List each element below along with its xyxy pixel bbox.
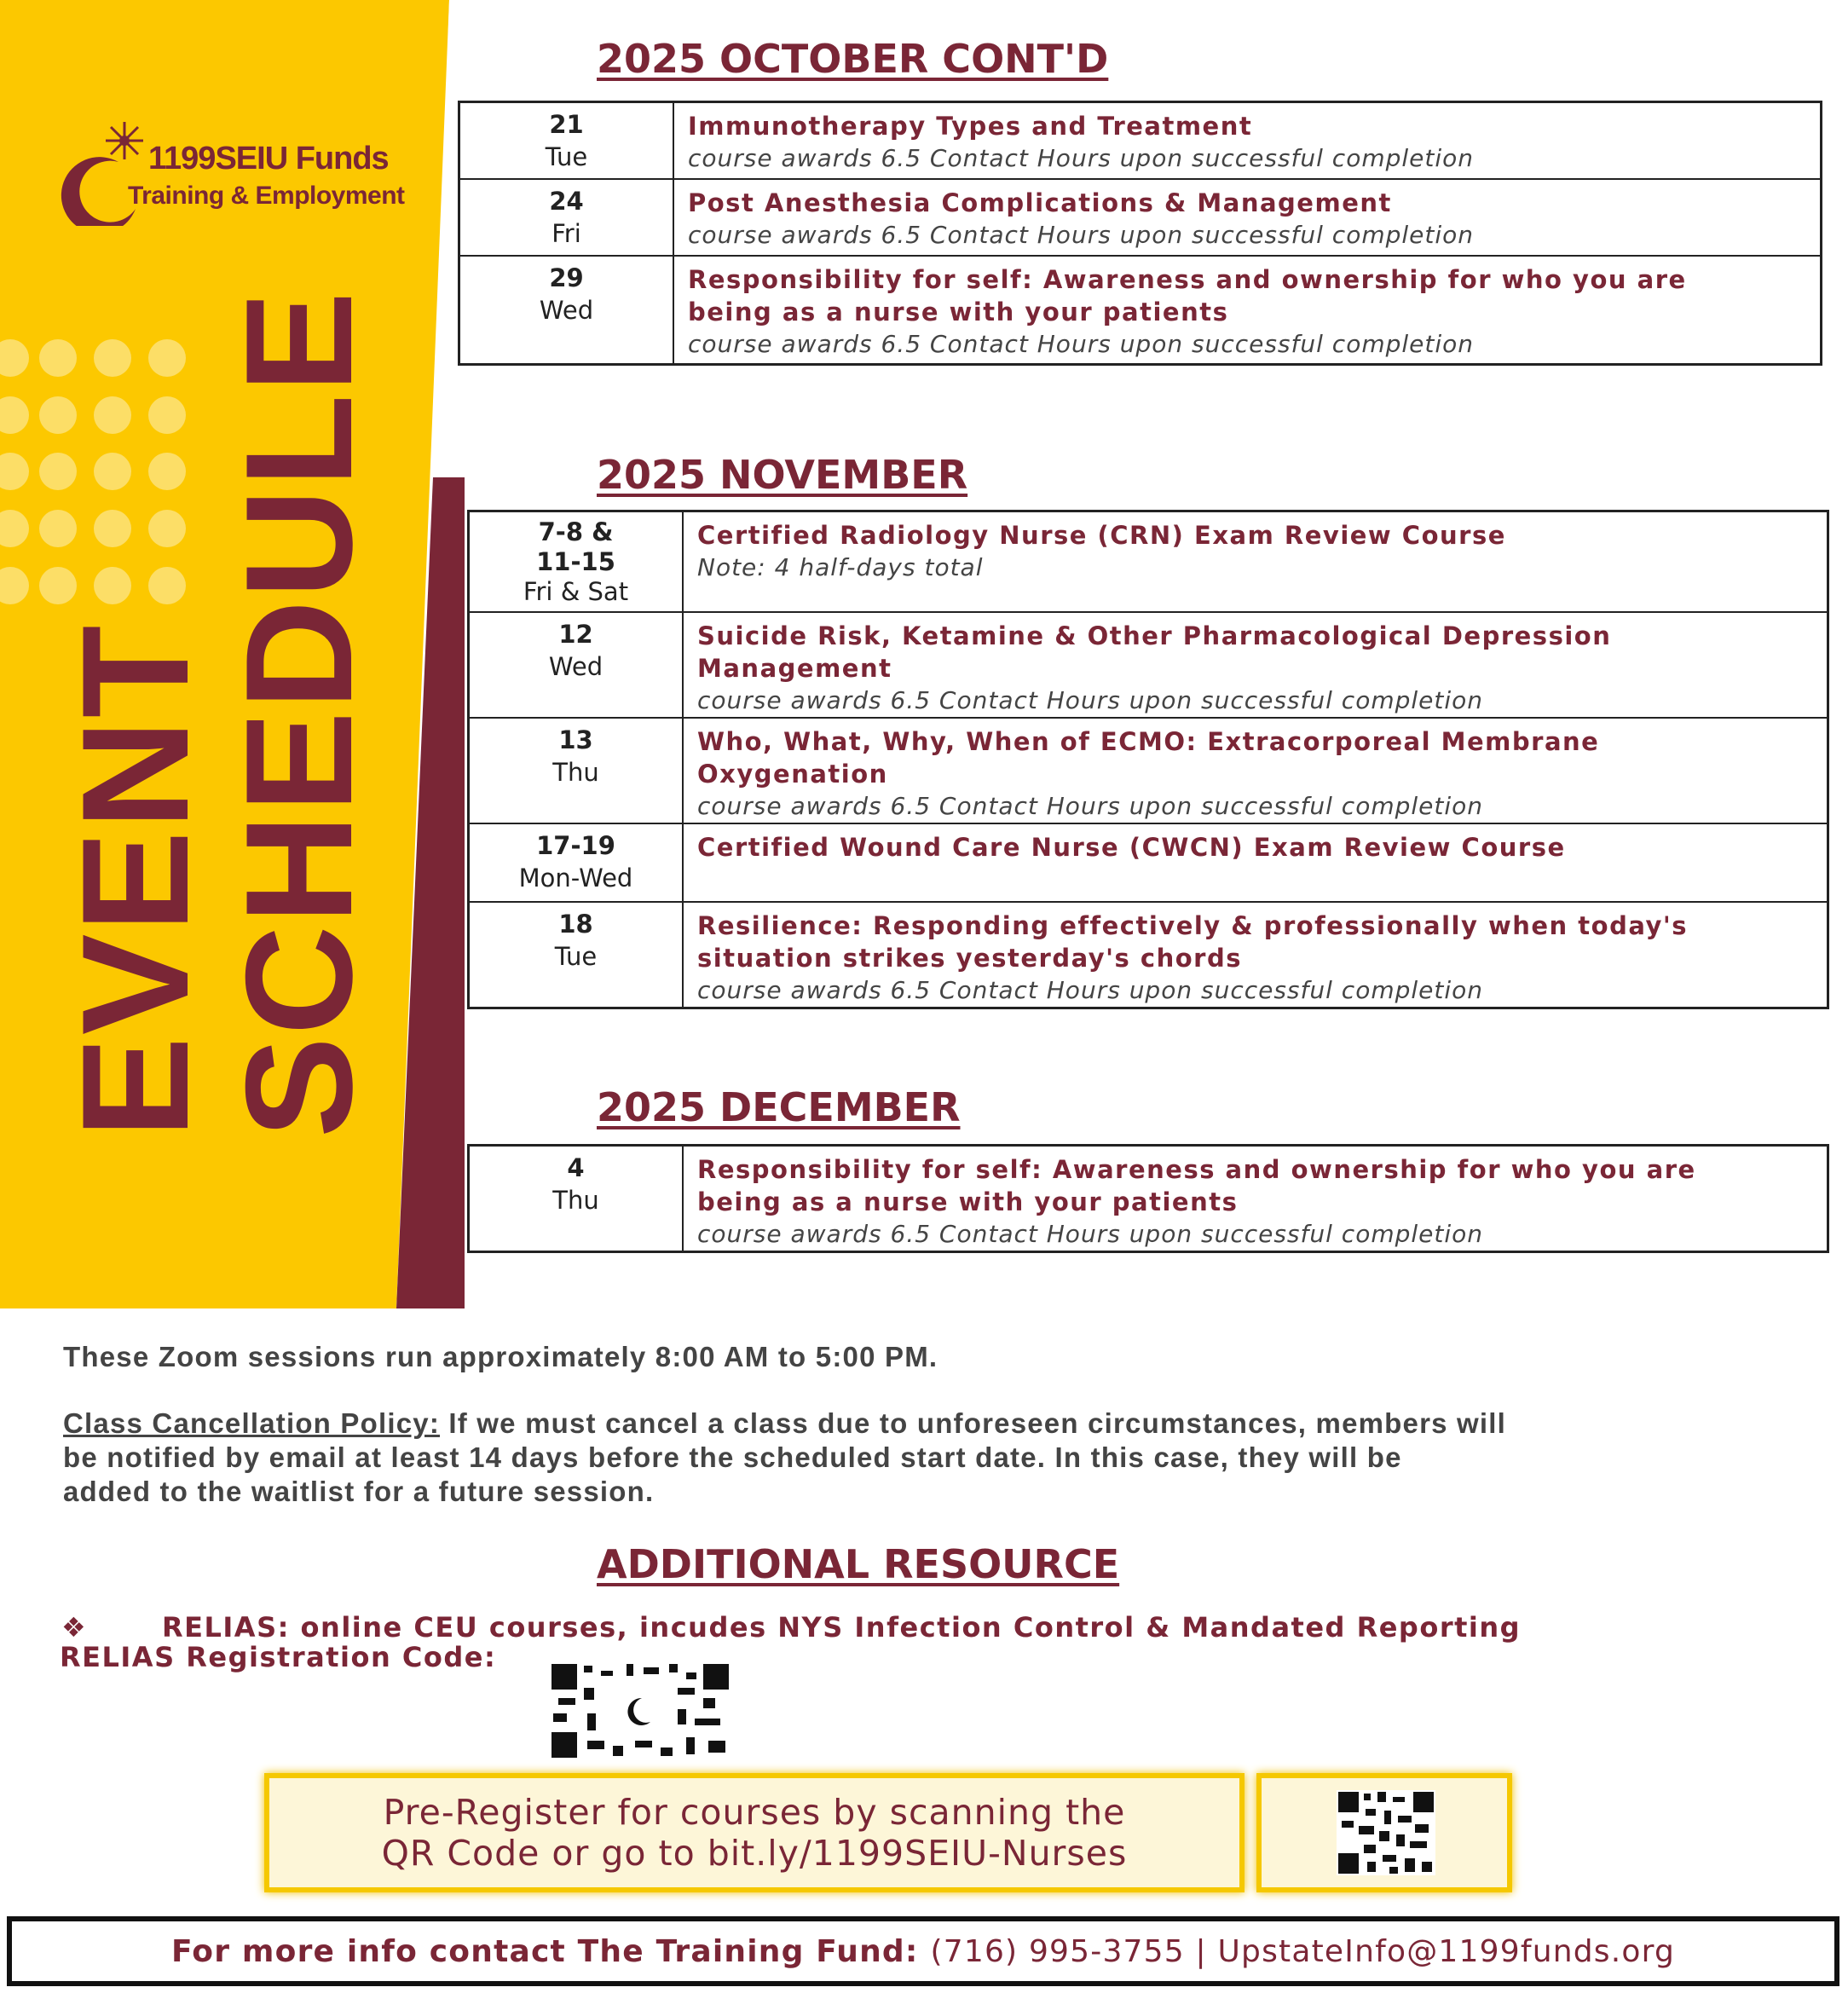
resource-heading: ADDITIONAL RESOURCE	[597, 1541, 1120, 1587]
event-details	[683, 612, 1828, 718]
course-title: Certified Radiology Nurse (CRN) Exam Review Course	[697, 521, 1506, 550]
course-title: Immunotherapy Types and Treatment	[688, 112, 1253, 141]
november-heading: 2025 NOVEMBER	[597, 452, 968, 498]
cta-qr-panel	[1256, 1773, 1512, 1892]
relias-qr-code[interactable]	[550, 1662, 731, 1759]
table-row	[469, 718, 1828, 823]
course-title-cont: Oxygenation	[697, 759, 888, 789]
course-title-cont: situation strikes yesterday's chords	[697, 943, 1242, 973]
event-details	[683, 823, 1828, 902]
event-date: 12 Wed	[469, 612, 684, 718]
schedule-title: SCHEDULE	[214, 289, 384, 1138]
table-row	[459, 102, 1822, 179]
course-title: Resilience: Responding effectively & professionally when today's	[697, 910, 1689, 940]
table-row	[469, 902, 1828, 1008]
event-date: 13 Thu	[469, 718, 684, 823]
course-title: Responsibility for self: Awareness and ownership for who you are	[697, 1155, 1696, 1184]
course-title-cont: being as a nurse with your patients	[697, 1187, 1239, 1216]
policy-label: Class Cancellation Policy:	[63, 1407, 441, 1439]
logo-text-primary: 1199SEIU Funds	[148, 141, 389, 176]
course-note: course awards 6.5 Contact Hours upon successful completion	[697, 1220, 1484, 1248]
event-title: EVENT	[50, 623, 220, 1138]
register-qr-code[interactable]	[1337, 1790, 1435, 1875]
diamond-bullet-icon: ❖	[61, 1611, 88, 1644]
course-title-cont: being as a nurse with your patients	[688, 297, 1229, 326]
pre-register-banner[interactable]	[264, 1773, 1245, 1892]
event-details	[673, 179, 1822, 256]
course-note: course awards 6.5 Contact Hours upon successful completion	[688, 220, 1475, 249]
event-date: 7-8 & 11-15 Fri & Sat	[469, 511, 684, 612]
october-table	[458, 101, 1822, 366]
table-row	[469, 511, 1828, 612]
footer-label: For more info contact The Training Fund:	[170, 1933, 919, 1969]
footer-contact[interactable]: (716) 995-3755 | UpstateInfo@1199funds.org	[930, 1933, 1676, 1969]
event-date: 17-19 Mon-Wed	[469, 823, 684, 902]
course-title: Certified Wound Care Nurse (CWCN) Exam Review Course	[697, 832, 1566, 862]
table-row	[469, 612, 1828, 718]
course-note: course awards 6.5 Contact Hours upon successful completion	[688, 144, 1475, 172]
course-note: course awards 6.5 Contact Hours upon successful completion	[697, 975, 1484, 1004]
policy-text-2: be notified by email at least 14 days before the scheduled start date. In this case, they will be	[63, 1441, 1402, 1473]
course-title: Who, What, Why, When of ECMO: Extracorporeal Membrane	[697, 726, 1600, 756]
event-details	[683, 511, 1828, 612]
cancellation-policy	[63, 1407, 1819, 1509]
cta-line-2[interactable]: QR Code or go to bit.ly/1199SEIU-Nurses	[381, 1833, 1128, 1874]
october-heading: 2025 OCTOBER CONT'D	[597, 36, 1109, 82]
december-heading: 2025 DECEMBER	[597, 1084, 961, 1130]
november-table	[467, 510, 1829, 1009]
policy-text-1: If we must cancel a class due to unforeseen circumstances, members will	[440, 1407, 1507, 1439]
relias-code-label: RELIAS Registration Code:	[60, 1641, 497, 1673]
course-title: Responsibility for self: Awareness and ownership for who you are	[688, 264, 1687, 294]
zoom-note: These Zoom sessions run approximately 8:00 AM to 5:00 PM.	[63, 1341, 938, 1372]
event-date: 18 Tue	[469, 902, 684, 1008]
table-row	[469, 823, 1828, 902]
table-row	[459, 179, 1822, 256]
policy-text-3: added to the waitlist for a future session.	[63, 1476, 655, 1507]
brand-logo	[55, 115, 405, 226]
relias-resource: RELIAS: online CEU courses, incudes NYS Infection Control & Mandated Reporting	[162, 1611, 1522, 1644]
event-date: 29 Wed	[459, 256, 674, 365]
december-table	[467, 1144, 1829, 1253]
course-note: course awards 6.5 Contact Hours upon successful completion	[697, 685, 1484, 714]
course-note: course awards 6.5 Contact Hours upon successful completion	[688, 329, 1475, 358]
event-details	[683, 1146, 1828, 1252]
table-row	[469, 1146, 1828, 1252]
event-details	[683, 718, 1828, 823]
course-note: Note: 4 half-days total	[697, 553, 984, 581]
event-date: 24 Fri	[459, 179, 674, 256]
event-details	[673, 102, 1822, 179]
course-note: course awards 6.5 Contact Hours upon successful completion	[697, 791, 1484, 820]
contact-footer	[7, 1916, 1839, 1986]
event-details	[683, 902, 1828, 1008]
logo-text-secondary: Training & Employment	[128, 182, 405, 210]
course-title: Suicide Risk, Ketamine & Other Pharmacological Depression	[697, 621, 1612, 650]
event-date: 21 Tue	[459, 102, 674, 179]
event-date: 4 Thu	[469, 1146, 684, 1252]
course-title: Post Anesthesia Complications & Management	[688, 188, 1392, 217]
course-title-cont: Management	[697, 653, 892, 683]
cta-line-1: Pre-Register for courses by scanning the	[383, 1792, 1126, 1833]
table-row	[459, 256, 1822, 365]
event-details	[673, 256, 1822, 365]
